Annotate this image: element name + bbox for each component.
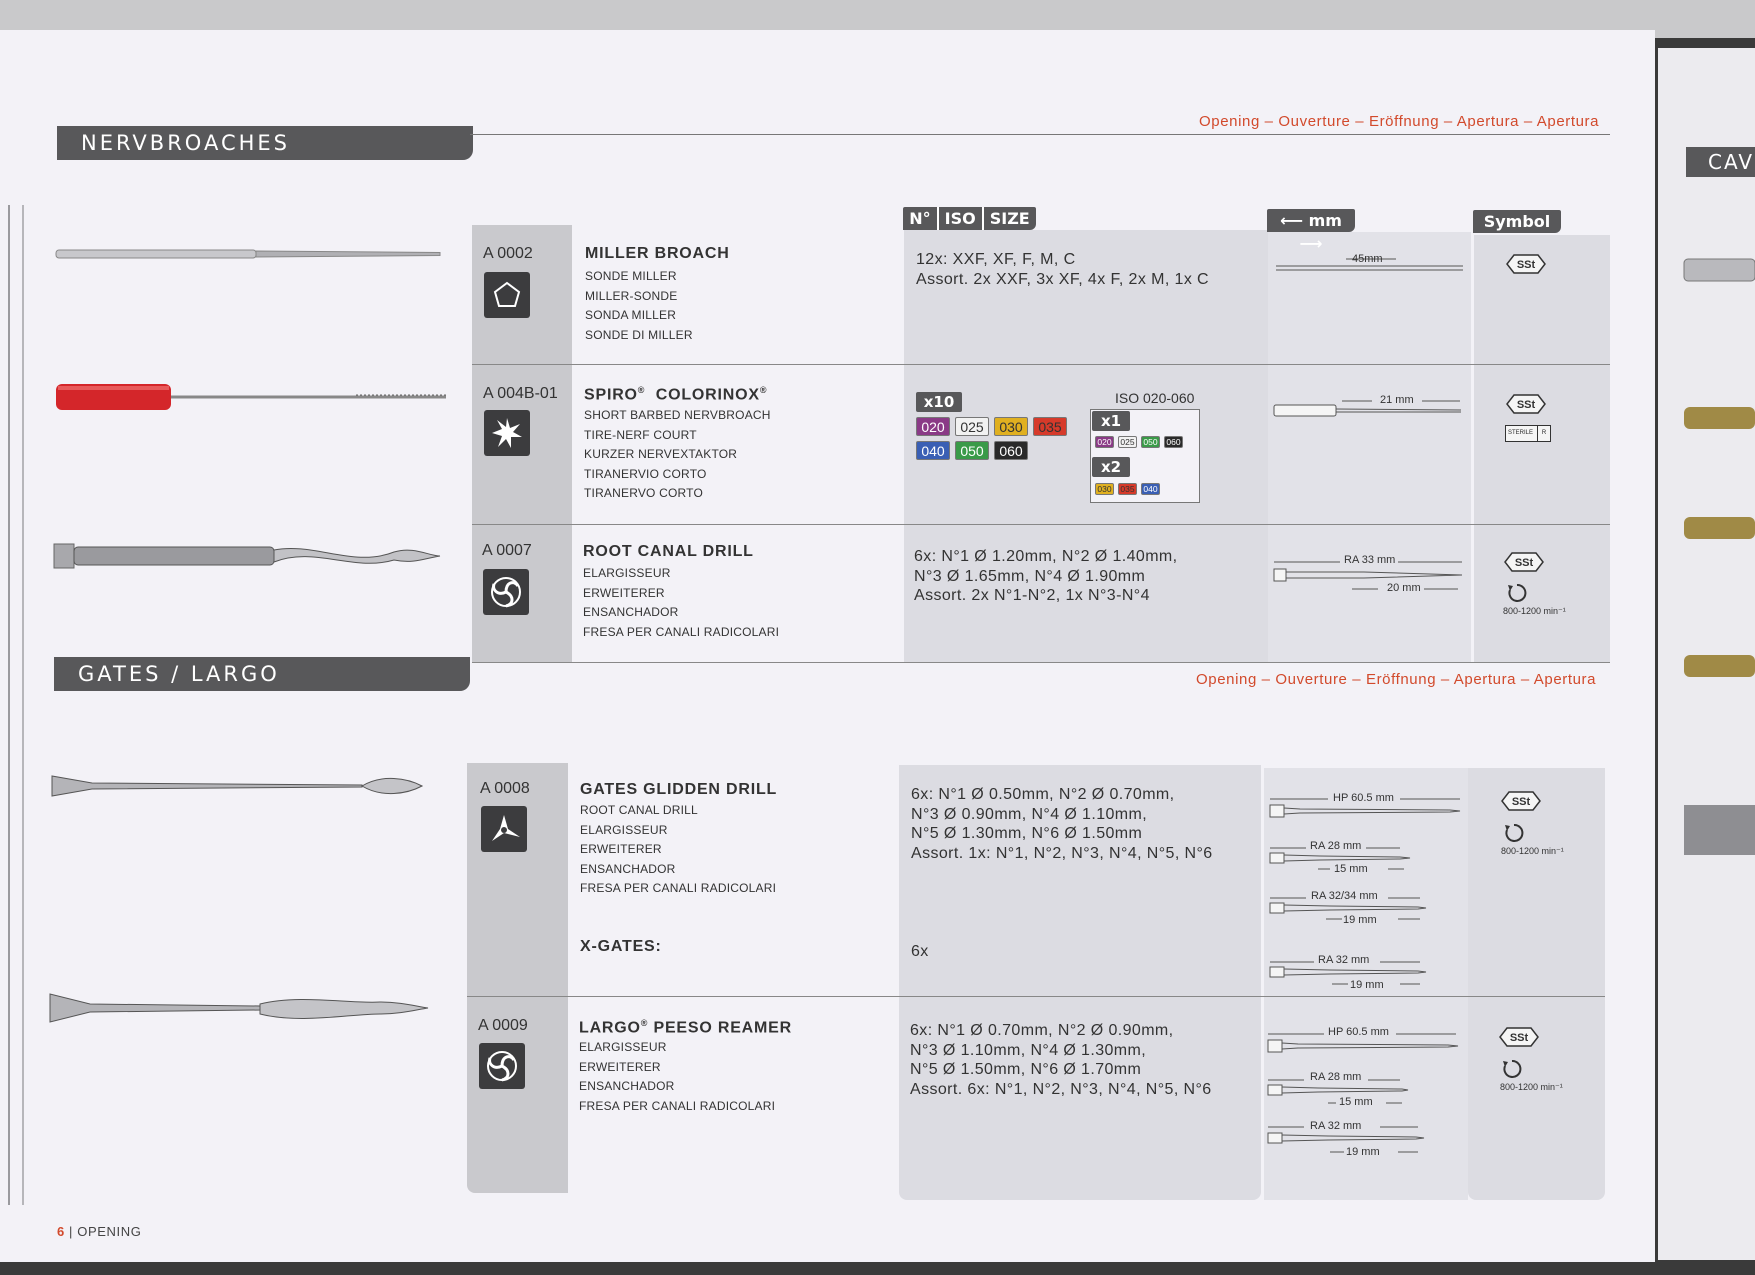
product-name: MILLER BROACH	[585, 245, 730, 262]
page-binding	[0, 205, 24, 1205]
sst-symbol	[1504, 551, 1544, 573]
symbol-header: Symbol	[1473, 210, 1561, 233]
length-label: RA 33 mm	[1344, 554, 1396, 566]
product-name: GATES GLIDDEN DRILL	[580, 781, 778, 798]
size-line: Assort. 1x: N°1, N°2, N°3, N°4, N°5, N°6	[911, 844, 1213, 862]
translation: ENSANCHADOR	[583, 605, 679, 620]
sterile-badge: STERILE R	[1505, 425, 1551, 442]
length-label: HP 60.5 mm	[1328, 1026, 1389, 1038]
length-label: RA 28 mm	[1310, 1071, 1362, 1083]
triple-spiral-icon	[479, 1043, 525, 1089]
translation: SONDE DI MILLER	[585, 327, 693, 342]
svg-text:SSt: SSt	[1516, 399, 1536, 411]
translation: ERWEITERER	[579, 1059, 661, 1074]
header-size: SIZE	[989, 209, 1030, 228]
iso-chip-035: 035	[1033, 417, 1067, 436]
size-line: 6x: N°1 Ø 0.70mm, N°2 Ø 0.90mm,	[910, 1022, 1174, 1039]
length-label: RA 32/34 mm	[1311, 890, 1378, 902]
translation: ERWEITERER	[580, 842, 662, 857]
rotation-icon	[1507, 582, 1527, 604]
length-label: RA 28 mm	[1310, 840, 1362, 852]
iso-chip-040: 040	[916, 441, 950, 460]
translation: ELARGISSEUR	[579, 1040, 667, 1054]
translation: FRESA PER CANALI RADICOLARI	[580, 881, 777, 896]
length-label: 19 mm	[1343, 914, 1377, 926]
iso-chip-030: 030	[1095, 483, 1114, 495]
pentagon-icon	[484, 272, 530, 318]
iso-chip-060: 060	[1164, 436, 1183, 448]
product-translations	[584, 406, 771, 504]
largo-peeso-image	[50, 990, 430, 1030]
translation: FRESA PER CANALI RADICOLARI	[579, 1098, 776, 1113]
size-line: N°3 Ø 1.65mm, N°4 Ø 1.90mm	[914, 567, 1146, 585]
size-line: 6x: N°1 Ø 1.20mm, N°2 Ø 1.40mm,	[914, 548, 1178, 565]
symbol-column	[1468, 768, 1605, 1200]
footer-label: OPENING	[77, 1224, 142, 1239]
speed-label: 800-1200 min⁻¹	[1500, 1082, 1563, 1092]
translation: MILLER-SONDE	[585, 288, 678, 303]
x-gates-size: 6x	[911, 943, 929, 960]
sst-symbol	[1506, 393, 1546, 415]
size-info	[910, 1021, 1212, 1099]
translation: ROOT CANAL DRILL	[580, 803, 698, 817]
product-code: A 0009	[478, 1017, 528, 1034]
length-label: RA 32 mm	[1318, 954, 1370, 966]
size-line: N°3 Ø 1.10mm, N°4 Ø 1.30mm,	[910, 1041, 1147, 1059]
row-divider	[467, 996, 1605, 997]
size-line: N°5 Ø 1.30mm, N°6 Ø 1.50mm	[911, 825, 1143, 842]
product-translations	[585, 267, 693, 345]
svg-text:SSt: SSt	[1516, 259, 1536, 271]
header-n: N°	[903, 207, 938, 230]
iso-range-label: ISO 020-060	[1115, 390, 1195, 406]
header-mm: ⟵ mm ⟶	[1280, 211, 1342, 253]
size-line: N°5 Ø 1.50mm, N°6 Ø 1.70mm	[910, 1061, 1142, 1078]
row-divider	[472, 524, 1610, 525]
opening-caption: Opening – Ouverture – Eröffnung – Apertura – Apertura	[1196, 671, 1597, 688]
translation: ELARGISSEUR	[580, 822, 668, 837]
size-line: N°3 Ø 0.90mm, N°4 Ø 1.10mm,	[911, 805, 1148, 823]
translation: ERWEITERER	[583, 585, 665, 600]
product-code: A 004B-01	[483, 385, 558, 402]
length-label: RA 32 mm	[1310, 1120, 1362, 1132]
translation: SONDE MILLER	[585, 269, 677, 283]
translation: TIRE-NERF COURT	[584, 427, 697, 442]
svg-text:SSt: SSt	[1511, 796, 1531, 808]
product-translations	[579, 1038, 775, 1116]
product-code: A 0008	[480, 780, 530, 797]
row-divider	[472, 662, 1610, 663]
iso-chip-040: 040	[1141, 483, 1160, 495]
row-divider	[472, 364, 1610, 365]
translation: TIRANERVO CORTO	[584, 486, 704, 501]
length-label: 19 mm	[1350, 979, 1384, 991]
iso-chip-025: 025	[1118, 436, 1137, 448]
size-info	[916, 250, 1209, 289]
x-gates-label: X-GATES:	[580, 938, 662, 955]
iso-chip-050: 050	[1141, 436, 1160, 448]
root-canal-drill-image	[54, 538, 440, 574]
scan-bottom-background	[0, 1262, 1755, 1275]
pack-x2-tag: x2	[1092, 457, 1130, 477]
speed-label: 800-1200 min⁻¹	[1501, 846, 1564, 856]
product-name: ROOT CANAL DRILL	[583, 543, 754, 560]
translation: SHORT BARBED NERVBROACH	[584, 408, 771, 422]
length-label: 15 mm	[1339, 1096, 1373, 1108]
sst-symbol	[1499, 1026, 1539, 1048]
page-number: 6	[57, 1224, 65, 1239]
iso-chip-030: 030	[994, 417, 1028, 436]
rotation-icon	[1502, 1058, 1522, 1080]
length-label: 15 mm	[1334, 863, 1368, 875]
symbol-column	[1474, 235, 1610, 662]
translation: ELARGISSEUR	[583, 566, 671, 580]
product-name: LARGO® PEESO REAMER	[579, 1018, 792, 1037]
size-info	[911, 785, 1213, 863]
mm-column	[1268, 232, 1471, 662]
header-iso: ISO	[939, 207, 984, 230]
next-page-instruments	[1680, 255, 1755, 855]
spiro-colorinox-image	[56, 382, 446, 412]
translation: ENSANCHADOR	[579, 1079, 675, 1094]
length-label: 45mm	[1352, 253, 1383, 265]
translation: KURZER NERVEXTAKTOR	[584, 447, 738, 462]
length-diagram	[1274, 400, 1464, 420]
iso-chip-020: 020	[916, 417, 950, 436]
next-page-title: CAV	[1686, 147, 1755, 177]
opening-caption: Opening – Ouverture – Eröffnung – Apertura – Apertura	[1199, 113, 1600, 130]
translation: TIRANERVIO CORTO	[584, 466, 707, 481]
length-diagram	[1268, 1030, 1463, 1160]
iso-chip-060: 060	[994, 441, 1028, 460]
size-line: 6x: N°1 Ø 0.50mm, N°2 Ø 0.70mm,	[911, 786, 1175, 803]
iso-chip-050: 050	[955, 441, 989, 460]
length-label: 21 mm	[1380, 394, 1414, 406]
speed-label: 800-1200 min⁻¹	[1503, 606, 1566, 616]
iso-chip-020: 020	[1095, 436, 1114, 448]
section-rule	[470, 134, 1610, 135]
section-title-nervbroaches: NERVBROACHES	[57, 126, 473, 160]
length-label: 19 mm	[1346, 1146, 1380, 1158]
size-line: Assort. 6x: N°1, N°2, N°3, N°4, N°5, N°6	[910, 1080, 1212, 1098]
size-line: Assort. 2x N°1-N°2, 1x N°3-N°4	[914, 587, 1150, 604]
iso-chip-035: 035	[1118, 483, 1137, 495]
product-code: A 0002	[483, 245, 533, 262]
pack-x10-tag: x10	[916, 392, 962, 412]
translation: SONDA MILLER	[585, 308, 677, 323]
length-label: 20 mm	[1387, 582, 1421, 594]
translation: FRESA PER CANALI RADICOLARI	[583, 624, 780, 639]
length-label: HP 60.5 mm	[1333, 792, 1394, 804]
three-flute-icon	[481, 806, 527, 852]
iso-chip-025: 025	[955, 417, 989, 436]
product-translations	[580, 801, 776, 899]
product-translations	[583, 564, 779, 642]
star-icon	[484, 410, 530, 456]
size-line: 12x: XXF, XF, F, M, C	[916, 251, 1076, 268]
size-line: Assort. 2x XXF, 3x XF, 4x F, 2x M, 1x C	[916, 270, 1210, 288]
product-name: SPIRO® COLORINOX®	[584, 385, 768, 404]
section-title-gates-largo: GATES / LARGO	[54, 657, 470, 691]
sst-symbol	[1501, 790, 1541, 812]
svg-text:SSt: SSt	[1509, 1032, 1529, 1044]
size-header	[903, 207, 1036, 230]
product-code: A 0007	[482, 542, 532, 559]
page-footer: 6 | OPENING	[57, 1224, 142, 1239]
size-info	[914, 547, 1178, 606]
svg-text:SSt: SSt	[1514, 557, 1534, 569]
miller-broach-image	[56, 246, 440, 262]
pack-x1-tag: x1	[1092, 411, 1130, 431]
sst-symbol	[1506, 253, 1546, 275]
triple-spiral-icon	[483, 569, 529, 615]
mm-header	[1267, 209, 1355, 253]
translation: ENSANCHADOR	[580, 861, 676, 876]
gates-glidden-image	[52, 770, 424, 806]
rotation-icon	[1504, 822, 1524, 844]
